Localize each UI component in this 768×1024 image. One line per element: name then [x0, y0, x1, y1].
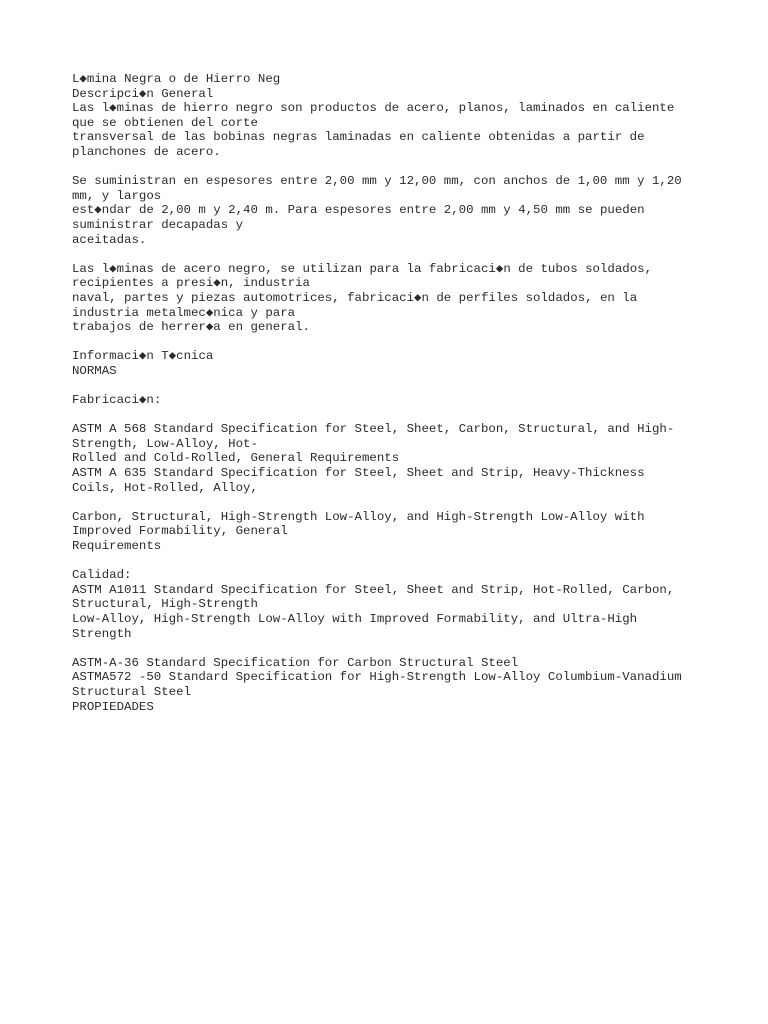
- text-line: ASTM A 635 Standard Specification for Steel, Sheet and Strip, Heavy-Thickness: [72, 466, 645, 481]
- text-line: Structural Steel: [72, 684, 191, 699]
- blank-line: [72, 335, 712, 350]
- text-line: mm, y largos: [72, 188, 162, 203]
- text-line: Strength: [72, 626, 132, 641]
- document-title: L◆mina Negra o de Hierro Neg: [72, 72, 281, 86]
- text-line: que se obtienen del corte: [72, 115, 258, 130]
- text-line: ASTM A 568 Standard Specification for Steel, Sheet, Carbon, Structural, and High-: [72, 422, 675, 437]
- text-line: recipientes a presi◆n, industria: [72, 276, 310, 291]
- text-line: Las l◆minas de acero negro, se utilizan para la fabricaci◆n de tubos soldados,: [72, 261, 653, 276]
- text-line: naval, partes y piezas automotrices, fabricaci◆n de perfiles soldados, en la: [72, 290, 638, 305]
- text-line: Se suministran en espesores entre 2,00 mm y 12,00 mm, con anchos de 1,00 mm y 1,20: [72, 174, 682, 189]
- blank-line: [72, 641, 712, 656]
- section-heading-normas: NORMAS: [72, 363, 117, 378]
- text-line: Improved Formability, General: [72, 524, 288, 539]
- section-heading-fabricacion: Fabricaci◆n:: [72, 393, 162, 408]
- blank-line: [72, 554, 712, 569]
- text-line: planchones de acero.: [72, 144, 221, 159]
- section-heading-informacion-tecnica: Informaci◆n T◆cnica: [72, 349, 214, 364]
- text-line: industria metalmec◆nica y para: [72, 305, 296, 320]
- blank-line: [72, 247, 712, 262]
- blank-line: [72, 378, 712, 393]
- blank-line: [72, 160, 712, 175]
- text-line: Structural, High-Strength: [72, 597, 258, 612]
- section-heading-calidad: Calidad:: [72, 568, 132, 583]
- text-line: Rolled and Cold-Rolled, General Requirements: [72, 451, 400, 466]
- text-line: est◆ndar de 2,00 m y 2,40 m. Para espesores entre 2,00 mm y 4,50 mm se pueden: [72, 203, 645, 218]
- text-line: ASTM-A-36 Standard Specification for Carbon Structural Steel: [72, 655, 519, 670]
- text-line: Las l◆minas de hierro negro son productos de acero, planos, laminados en caliente: [72, 101, 675, 116]
- document-page: [72, 72, 712, 714]
- text-line: transversal de las bobinas negras laminadas en caliente obtenidas a partir de: [72, 130, 645, 145]
- section-heading-propiedades: PROPIEDADES: [72, 699, 154, 714]
- blank-line: [72, 408, 712, 423]
- text-line: suministrar decapadas y: [72, 217, 244, 232]
- text-line: ASTMA572 -50 Standard Specification for High-Strength Low-Alloy Columbium-Vanadium: [72, 670, 682, 685]
- text-line: Carbon, Structural, High-Strength Low-Alloy, and High-Strength Low-Alloy with: [72, 509, 645, 524]
- text-line: aceitadas.: [72, 232, 147, 247]
- text-line: Coils, Hot-Rolled, Alloy,: [72, 480, 258, 495]
- text-line: Requirements: [72, 539, 162, 553]
- text-line: Strength, Low-Alloy, Hot-: [72, 436, 258, 451]
- text-line: trabajos de herrer◆a en general.: [72, 320, 310, 335]
- text-line: ASTM A1011 Standard Specification for Steel, Sheet and Strip, Hot-Rolled, Carbon,: [72, 582, 675, 597]
- section-heading-descripcion: Descripci◆n General: [72, 86, 214, 101]
- text-line: Low-Alloy, High-Strength Low-Alloy with Improved Formability, and Ultra-High: [72, 611, 638, 626]
- blank-line: [72, 495, 712, 510]
